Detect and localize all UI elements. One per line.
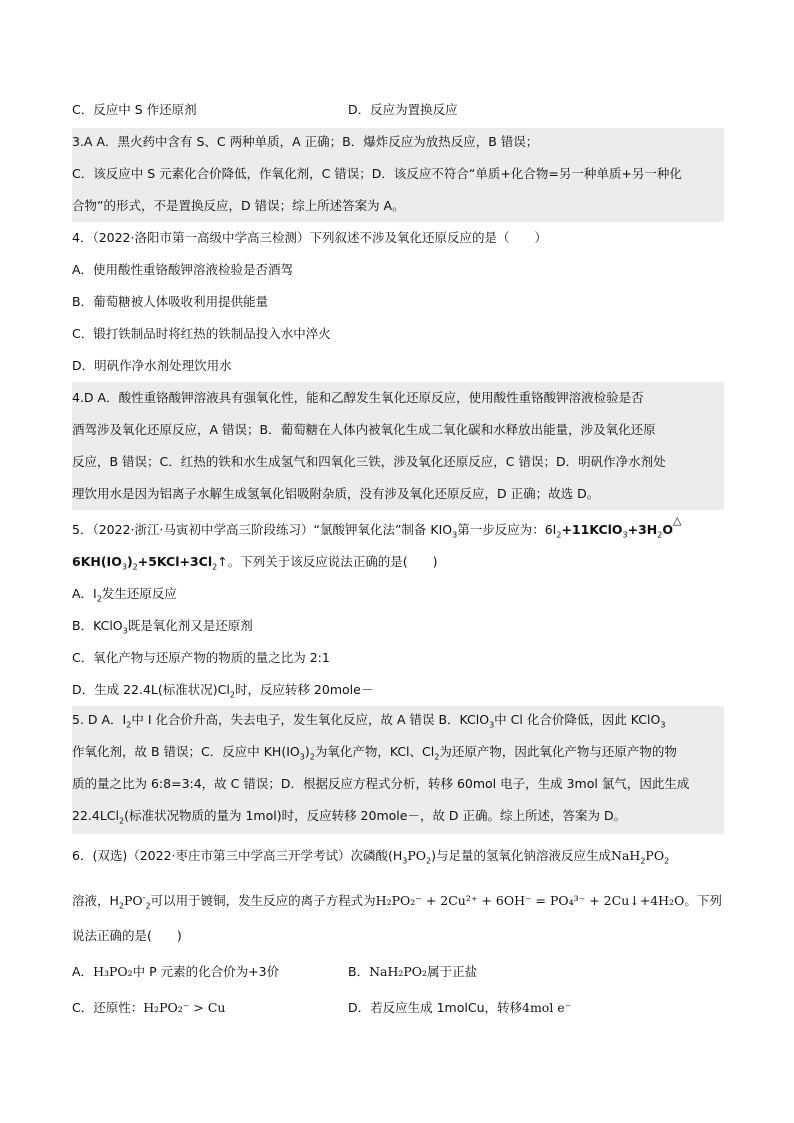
answer-5-line-2: 作氧化剂，故 B 错误；C．反应中 $KH(IO_3)_2$为氧化产物，KCl、$Cl_2$为还原产物，因此氧化产物与还原产物的物 [72, 744, 677, 762]
q5-option-b: B．KClO$_3$既是氧化剂又是还原剂 [72, 618, 253, 636]
q2-option-c: C．反应中 S 作还原剂 [72, 102, 197, 117]
q6-option-b: B．NaH₂PO₂属于正盐 [348, 964, 478, 979]
question-6-line-3: 说法正确的是( ) [72, 928, 182, 943]
q4-option-a: A．使用酸性重铬酸钾溶液检验是否酒驾 [72, 262, 294, 277]
question-5-stem: 5．（2022·浙江·马寅初中学高三阶段练习）“氯酸钾氧化法”制备 $KIO_3$第一步反应为：$6I_2+11KClO_3+3H_2O\triangle$ [72, 514, 682, 540]
ionic-equation: H₂PO₂⁻ + 2Cu²⁺ + 6OH⁻ = PO₄³⁻ + 2Cu↓+4H₂O [375, 893, 685, 909]
heat-symbol: △ [673, 514, 682, 527]
answer-4-line-2: 酒驾涉及氧化还原反应，A 错误；B．葡萄糖在人体内被氧化生成二氧化碳和水释放出能量，涉及氧化还原 [72, 422, 656, 437]
question-4-stem: 4．（2022·洛阳市第一高级中学高三检测）下列叙述不涉及氧化还原反应的是（ ） [72, 230, 547, 245]
q4-option-d: D．明矾作净水剂处理饮用水 [72, 358, 232, 373]
q6-option-c: C．还原性：H₂PO₂⁻ > Cu [72, 1000, 226, 1015]
answer-5-line-1: 5. D A．$I_2$中 I 化合价升高，失去电子，发生氧化反应，故 A 错误 B．KClO$_3$中 Cl 化合价降低，因此 KClO$_3$ [72, 712, 666, 730]
q5-option-d: D．生成 22.4L(标准状况)$Cl_2$时，反应转移 20mole－ [72, 682, 374, 700]
q2-option-d: D．反应为置换反应 [348, 102, 458, 117]
answer-4-line-4: 理饮用水是因为铝离子水解生成氢氧化铝吸附杂质，没有涉及氧化还原反应，D 正确；故选 D。 [72, 486, 600, 501]
question-5-equation-line: $6KH(IO_3)_2+5KCl+3Cl_2↑$。下列关于该反应说法正确的是( ) [72, 554, 438, 572]
answer-3-line-2: C．该反应中 S 元素化合价降低，作氧化剂，C 错误；D．该反应不符合“单质+化合物=另一种单质+另一种化 [72, 166, 682, 181]
q4-option-c: C．锻打铁制品时将红热的铁制品投入水中淬火 [72, 326, 331, 341]
answer-5-line-3: 质的量之比为 6:8=3:4，故 C 错误；D．根据反应方程式分析，转移 60mol 电子，生成 3mol 氯气，因此生成 [72, 776, 690, 791]
q5-option-c: C．氧化产物与还原产物的物质的量之比为 2:1 [72, 650, 330, 665]
answer-3-line-1: 3.A A．黑火药中含有 S、C 两种单质，A 正确；B．爆炸反应为放热反应，B 错误； [72, 134, 539, 149]
answer-4-line-1: 4.D A．酸性重铬酸钾溶液具有强氧化性，能和乙醇发生氧化还原反应，使用酸性重铬酸钾溶液检验是否 [72, 390, 644, 405]
answer-4-line-3: 反应，B 错误；C．红热的铁和水生成氢气和四氧化三铁，涉及氧化还原反应，C 错误；D．明矾作净水剂处 [72, 454, 666, 469]
answer-5-line-4: 22.4LCl$_2$(标准状况物质的量为 1mol)时，反应转移 20mole－，故 D 正确。综上所述，答案为 D。 [72, 808, 627, 826]
answer-3-line-3: 合物”的形式，不是置换反应，D 错误；综上所述答案为 A。 [72, 198, 405, 213]
question-6-line-2: 溶液，$H_2PO^-_2$可以用于镀铜，发生反应的离子方程式为H₂PO₂⁻ + 2Cu²⁺ + 6OH⁻ = PO₄³⁻ + 2Cu↓+4H₂O。下列 [72, 893, 722, 911]
q5-option-a: A．$I_2$发生还原反应 [72, 586, 177, 604]
q6-option-a: A．H₃PO₂中 P 元素的化合价为+3价 [72, 964, 280, 979]
q4-option-b: B．葡萄糖被人体吸收利用提供能量 [72, 294, 269, 309]
q6-option-d: D．若反应生成 1molCu，转移4mol e⁻ [348, 1000, 572, 1015]
question-6-stem: 6．(双选)（2022·枣庄市第三中学高三开学考试）次磷酸$(H_3PO_2)$与足量的氢氧化钠溶液反应生成$NaH_2PO_2$ [72, 848, 670, 866]
